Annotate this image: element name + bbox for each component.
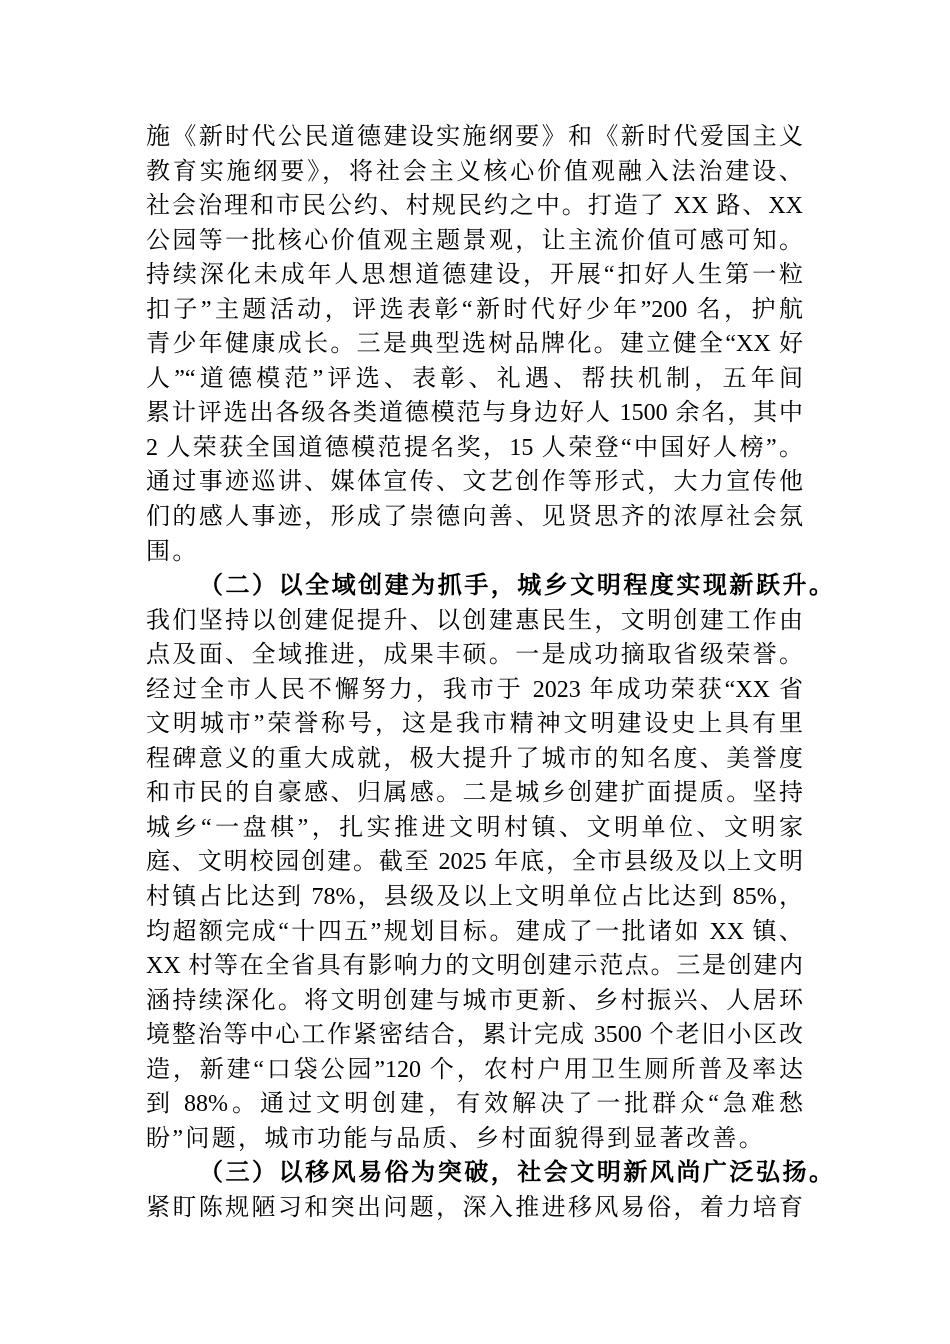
text-line: 们的感人事迹，形成了崇德向善、见贤思齐的浓厚社会氛 xyxy=(146,504,803,531)
text-line: 经过全市人民不懈努力，我市于 2023 年成功荣获“XX 省 xyxy=(146,676,803,703)
text-line: 公园等一批核心价值观主题景观，让主流价值可感可知。 xyxy=(146,227,803,254)
text-line: 庭、文明校园创建。截至 2025 年底，全市县级及以上文明 xyxy=(146,849,803,876)
text-line: 人”“道德模范”评选、表彰、礼遇、帮扶机制，五年间 xyxy=(146,365,803,392)
text-line: 通过事迹巡讲、媒体宣传、文艺创作等形式，大力宣传他 xyxy=(146,469,803,496)
paragraph-section-2 xyxy=(146,569,833,1156)
body-text xyxy=(146,120,833,1226)
text-line: 盼”问题，城市功能与品质、乡村面貌得到显著改善。 xyxy=(146,1125,766,1152)
text-line: 累计评选出各级各类道德模范与身边好人 1500 余名，其中 xyxy=(146,400,803,427)
paragraph-section-3 xyxy=(146,1156,833,1225)
text-line: 造，新建“口袋公园”120 个，农村户用卫生厕所普及率达 xyxy=(146,1056,803,1083)
section-heading: （三）以移风易俗为突破，社会文明新风尚广泛弘扬。 xyxy=(199,1160,833,1187)
paragraph-civic-morality xyxy=(146,120,803,569)
text-line: 城乡“一盘棋”，扎实推进文明村镇、文明单位、文明家 xyxy=(146,814,803,841)
text-line: 程碑意义的重大成就，极大提升了城市的知名度、美誉度 xyxy=(146,745,803,772)
text-line: 教育实施纲要》，将社会主义核心价值观融入法治建设、 xyxy=(146,158,803,185)
text-line: 扣子”主题活动，评选表彰“新时代好少年”200 名，护航 xyxy=(146,296,803,323)
text-line: 持续深化未成年人思想道德建设，开展“扣好人生第一粒 xyxy=(146,262,803,289)
text-line: 到 88%。通过文明创建，有效解决了一批群众“急难愁 xyxy=(146,1091,803,1118)
text-line: 文明城市”荣誉称号，这是我市精神文明建设史上具有里 xyxy=(146,711,803,738)
text-line: 均超额完成“十四五”规划目标。建成了一批诸如 XX 镇、 xyxy=(146,918,803,945)
section-heading: （二）以全域创建为抓手，城乡文明程度实现新跃升。 xyxy=(199,573,833,600)
text-line: 点及面、全域推进，成果丰硕。一是成功摘取省级荣誉。 xyxy=(146,642,803,669)
text-line: 境整治等中心工作紧密结合，累计完成 3500 个老旧小区改 xyxy=(146,1022,803,1049)
text-line: 紧盯陈规陋习和突出问题，深入推进移风易俗，着力培育 xyxy=(146,1194,803,1221)
text-line: 我们坚持以创建促提升、以创建惠民生，文明创建工作由 xyxy=(146,607,803,634)
text-line: 社会治理和市民公约、村规民约之中。打造了 XX 路、XX xyxy=(146,193,803,220)
text-line: 围。 xyxy=(146,538,199,565)
text-line: 施《新时代公民道德建设实施纲要》和《新时代爱国主义 xyxy=(146,124,803,150)
text-line: 2 人荣获全国道德模范提名奖，15 人荣登“中国好人榜”。 xyxy=(146,434,803,461)
text-line: 青少年健康成长。三是典型选树品牌化。建立健全“XX 好 xyxy=(146,331,803,358)
text-line: 村镇占比达到 78%，县级及以上文明单位占比达到 85%， xyxy=(146,884,803,911)
text-line: XX 村等在全省具有影响力的文明创建示范点。三是创建内 xyxy=(146,953,803,980)
text-line: 和市民的自豪感、归属感。二是城乡创建扩面提质。坚持 xyxy=(146,780,803,807)
text-line: 涵持续深化。将文明创建与城市更新、乡村振兴、人居环 xyxy=(146,987,803,1014)
